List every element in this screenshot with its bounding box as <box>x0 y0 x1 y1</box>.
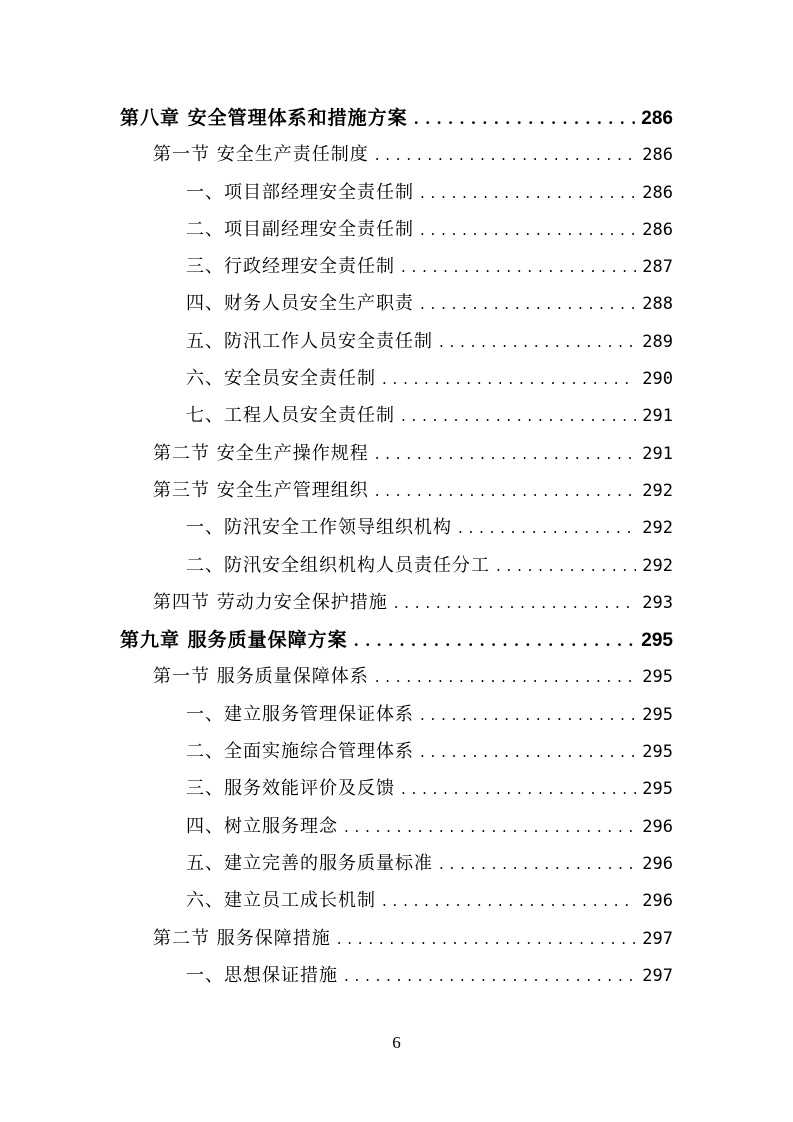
toc-entry-page: 289 <box>642 331 673 352</box>
dot-leader <box>337 927 637 951</box>
dot-leader <box>401 404 636 428</box>
toc-section[interactable] <box>0 659 793 696</box>
toc-entry-title: 四、财务人员安全生产职责 <box>186 293 414 315</box>
dot-leader <box>382 889 636 913</box>
toc-entry-title: 第一节 服务质量保障体系 <box>153 666 369 688</box>
dot-leader <box>344 964 636 988</box>
toc-item[interactable] <box>0 771 793 808</box>
toc-entry-page: 295 <box>642 667 673 688</box>
toc-section[interactable] <box>0 137 793 174</box>
toc-item[interactable] <box>0 734 793 771</box>
dot-leader <box>439 852 636 876</box>
toc-entry-title: 三、服务效能评价及反馈 <box>186 778 395 800</box>
toc-item[interactable] <box>0 697 793 734</box>
toc-entry-page: 296 <box>642 853 673 874</box>
toc-entry-page: 295 <box>642 704 673 725</box>
toc-item[interactable] <box>0 212 793 249</box>
toc-entry-title: 七、工程人员安全责任制 <box>186 405 395 427</box>
toc-entry-title: 第二节 服务保障措施 <box>153 927 331 949</box>
toc-entry-title: 第三节 安全生产管理组织 <box>153 479 369 501</box>
toc-entry-title: 一、思想保证措施 <box>186 964 338 986</box>
toc-entry-title: 一、防汛安全工作领导组织机构 <box>186 517 452 539</box>
table-of-contents <box>0 100 793 995</box>
toc-entry-page: 290 <box>642 369 673 390</box>
toc-entry-page: 296 <box>642 891 673 912</box>
dot-leader <box>420 181 636 205</box>
dot-leader <box>420 292 636 316</box>
toc-entry-title: 六、建立员工成长机制 <box>186 890 376 912</box>
toc-section[interactable] <box>0 585 793 622</box>
dot-leader <box>375 665 637 689</box>
dot-leader <box>496 554 636 578</box>
toc-item[interactable] <box>0 809 793 846</box>
toc-chapter-9[interactable] <box>0 622 793 659</box>
toc-entry-title: 五、建立完善的服务质量标准 <box>186 852 433 874</box>
toc-entry-title: 第二节 安全生产操作规程 <box>153 442 369 464</box>
dot-leader <box>375 442 637 466</box>
toc-entry-title: 一、建立服务管理保证体系 <box>186 703 414 725</box>
toc-item[interactable] <box>0 548 793 585</box>
dot-leader <box>458 516 636 540</box>
toc-entry-page: 297 <box>642 928 673 949</box>
toc-section[interactable] <box>0 436 793 473</box>
toc-item[interactable] <box>0 958 793 995</box>
toc-item[interactable] <box>0 249 793 286</box>
toc-item[interactable] <box>0 398 793 435</box>
toc-chapter-8[interactable] <box>0 100 793 137</box>
footer-page-number: 6 <box>392 1033 401 1052</box>
toc-entry-title: 第四节 劳动力安全保护措施 <box>153 591 388 613</box>
toc-entry-title: 第九章 服务质量保障方案 <box>120 629 348 652</box>
dot-leader <box>344 815 636 839</box>
toc-entry-page: 295 <box>642 742 673 763</box>
toc-entry-page: 296 <box>642 816 673 837</box>
dot-leader <box>420 740 636 764</box>
toc-entry-page: 291 <box>642 406 673 427</box>
dot-leader <box>401 255 636 279</box>
toc-entry-page: 286 <box>642 145 673 166</box>
toc-item[interactable] <box>0 361 793 398</box>
toc-entry-title: 四、树立服务理念 <box>186 815 338 837</box>
toc-section[interactable] <box>0 473 793 510</box>
toc-entry-title: 二、全面实施综合管理体系 <box>186 741 414 763</box>
toc-entry-page: 288 <box>642 294 673 315</box>
toc-entry-page: 292 <box>642 480 673 501</box>
dot-leader <box>375 143 637 167</box>
dot-leader <box>394 591 637 615</box>
dot-leader <box>375 479 637 503</box>
toc-entry-page: 292 <box>642 518 673 539</box>
toc-item[interactable] <box>0 846 793 883</box>
toc-entry-page: 286 <box>641 108 673 129</box>
dot-leader <box>354 629 636 653</box>
toc-entry-title: 第八章 安全管理体系和措施方案 <box>120 107 408 129</box>
toc-entry-page: 297 <box>642 965 673 986</box>
toc-entry-page: 295 <box>642 779 673 800</box>
toc-entry-page: 287 <box>642 257 673 278</box>
toc-entry-page: 292 <box>642 555 673 576</box>
toc-entry-title: 五、防汛工作人员安全责任制 <box>186 330 433 352</box>
dot-leader <box>382 367 636 391</box>
dot-leader <box>414 107 636 131</box>
toc-entry-page: 286 <box>642 219 673 240</box>
toc-entry-page: 286 <box>642 182 673 203</box>
toc-section[interactable] <box>0 921 793 958</box>
toc-entry-page: 291 <box>642 443 673 464</box>
toc-entry-page: 295 <box>641 630 673 652</box>
toc-item[interactable] <box>0 883 793 920</box>
toc-entry-title: 二、防汛安全组织机构人员责任分工 <box>186 554 490 576</box>
dot-leader <box>420 218 636 242</box>
toc-entry-title: 二、项目副经理安全责任制 <box>186 218 414 240</box>
toc-entry-title: 一、项目部经理安全责任制 <box>186 181 414 203</box>
toc-entry-page: 293 <box>642 592 673 613</box>
toc-entry-title: 三、行政经理安全责任制 <box>186 256 395 278</box>
toc-item[interactable] <box>0 510 793 547</box>
toc-item[interactable] <box>0 175 793 212</box>
dot-leader <box>401 777 636 801</box>
toc-item[interactable] <box>0 286 793 323</box>
dot-leader <box>439 330 636 354</box>
toc-entry-title: 六、安全员安全责任制 <box>186 368 376 390</box>
dot-leader <box>420 703 636 727</box>
toc-entry-title: 第一节 安全生产责任制度 <box>153 144 369 166</box>
toc-item[interactable] <box>0 324 793 361</box>
